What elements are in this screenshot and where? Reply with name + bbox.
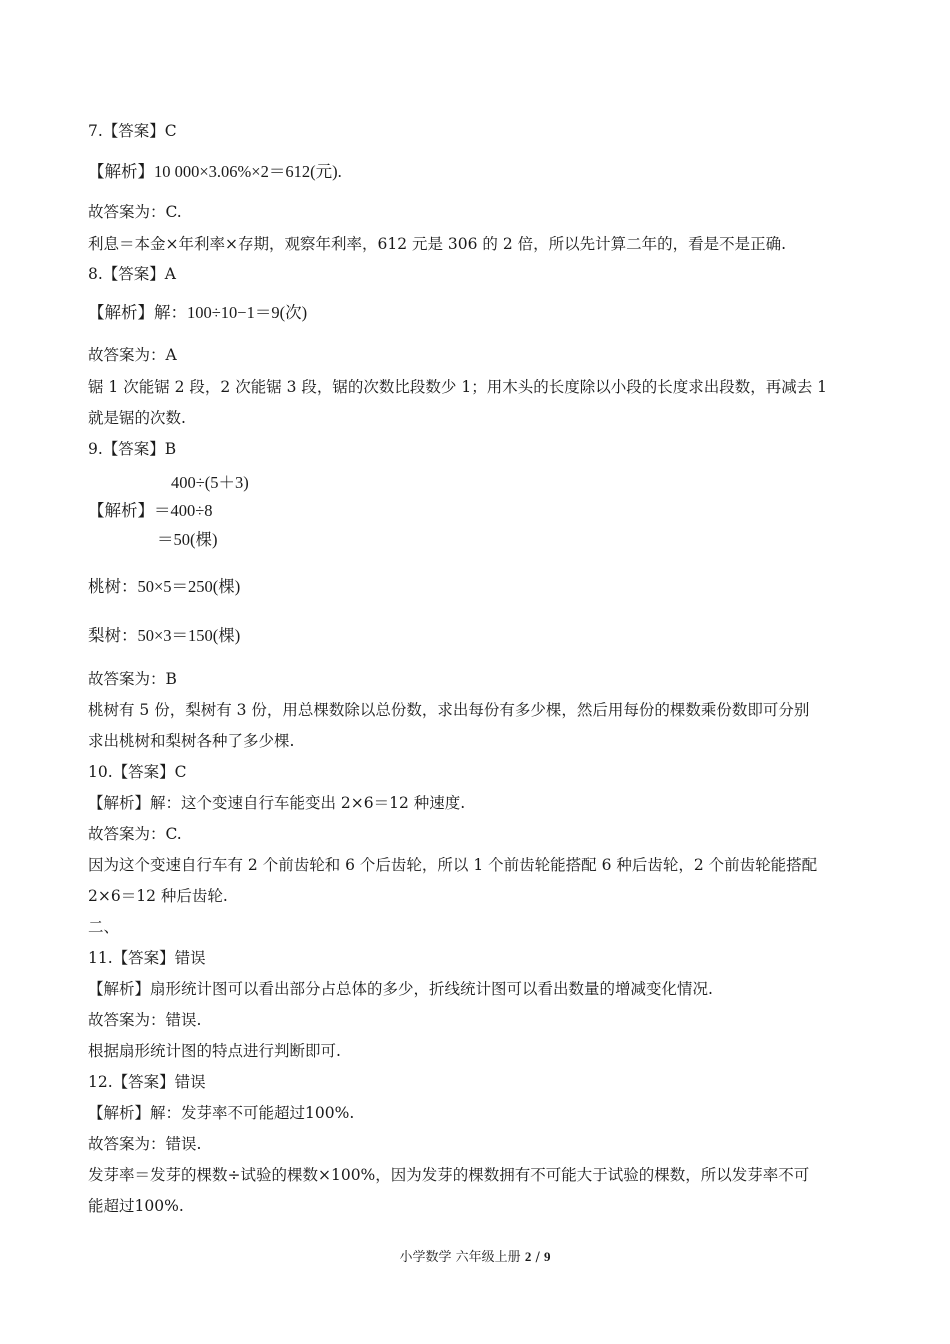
analysis-10: 【解析】解：这个变速自行车能变出 2×6＝12 种速度. xyxy=(88,794,466,812)
footer-title: 小学数学 六年级上册 xyxy=(399,1250,521,1265)
section-heading-2: 二、 xyxy=(88,918,120,936)
explanation-8-line2: 就是锯的次数. xyxy=(88,409,186,427)
answer-8: 8.【答案】A xyxy=(88,265,176,283)
footer-separator: / xyxy=(531,1250,544,1265)
analysis-9-step1: 400÷(5＋3) xyxy=(171,473,249,492)
analysis-8: 【解析】解：100÷10−1＝9(次) xyxy=(88,303,308,322)
conclusion-8: 故答案为：A xyxy=(88,346,177,364)
answer-10: 10.【答案】C xyxy=(88,763,187,781)
conclusion-10: 故答案为：C. xyxy=(88,825,182,843)
analysis-12: 【解析】解：发芽率不可能超过100%. xyxy=(88,1104,355,1122)
explanation-10-line1: 因为这个变速自行车有 2 个前齿轮和 6 个后齿轮，所以 1 个前齿轮能搭配 6 种后齿轮，2 个前齿轮能搭配 xyxy=(88,856,818,874)
explanation-10-line2: 2×6＝12 种后齿轮. xyxy=(88,887,228,905)
analysis-7: 【解析】10 000×3.06%×2＝612(元). xyxy=(88,162,342,181)
conclusion-7: 故答案为：C. xyxy=(88,203,182,221)
explanation-9-line1: 桃树有 5 份，梨树有 3 份，用总棵数除以总份数，求出每份有多少棵，然后用每份的棵数乘份数即可分别 xyxy=(88,701,810,719)
conclusion-9: 故答案为：B xyxy=(88,670,177,688)
explanation-8-line1: 锯 1 次能锯 2 段，2 次能锯 3 段，锯的次数比段数少 1；用木头的长度除以小段的长度求出段数，再减去 1 xyxy=(88,378,828,396)
pear-trees-calc: 梨树：50×3＝150(棵) xyxy=(88,626,241,645)
conclusion-11: 故答案为：错误. xyxy=(88,1011,202,1029)
analysis-11: 【解析】扇形统计图可以看出部分占总体的多少，折线统计图可以看出数量的增减变化情况. xyxy=(88,980,713,998)
explanation-7: 利息＝本金×年利率×存期，观察年利率，612 元是 306 的 2 倍，所以先计算二年的，看是不是正确. xyxy=(88,235,787,253)
explanation-9-line2: 求出桃树和梨树各种了多少棵. xyxy=(88,732,295,750)
answer-12: 12.【答案】错误 xyxy=(88,1073,206,1091)
analysis-9-step3: ＝50(棵) xyxy=(157,530,218,549)
explanation-12-line1: 发芽率＝发芽的棵数÷试验的棵数×100%，因为发芽的棵数拥有不可能大于试验的棵数，所以发芽率不可 xyxy=(88,1166,810,1184)
answer-9: 9.【答案】B xyxy=(88,440,177,458)
answer-7: 7.【答案】C xyxy=(88,122,177,140)
analysis-9-step2: 【解析】＝400÷8 xyxy=(88,501,213,520)
explanation-11: 根据扇形统计图的特点进行判断即可. xyxy=(88,1042,341,1060)
conclusion-12: 故答案为：错误. xyxy=(88,1135,202,1153)
peach-trees-calc: 桃树：50×5＝250(棵) xyxy=(88,577,241,596)
answer-11: 11.【答案】错误 xyxy=(88,949,206,967)
explanation-12-line2: 能超过100%. xyxy=(88,1197,184,1215)
page-footer xyxy=(0,1246,950,1265)
footer-page-total: 9 xyxy=(543,1249,551,1264)
footer-page-number: 2 xyxy=(524,1249,532,1264)
